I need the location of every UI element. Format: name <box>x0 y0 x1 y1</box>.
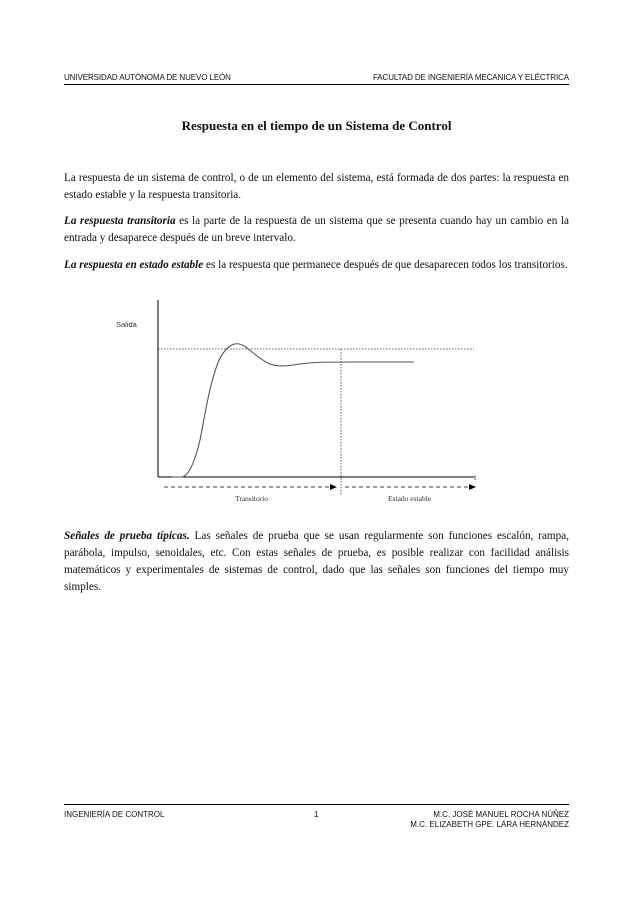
text-test-signals: Las señales de prueba que se usan regularmente son funciones escalón, rampa, parábola, impulso, senoidales, etc. Con estas señales de prueba, es posible realizar con facilidad análisis matemáticos y experimentales de sistemas de control, dado que las señales son funciones del tiempo muy simples. <box>64 530 569 593</box>
footer-author-1: M.C. JOSÉ MANUEL ROCHA NÚÑEZ <box>433 810 569 819</box>
paragraph-test-signals <box>64 528 569 596</box>
text-transient: es la parte de la respuesta de un sistema que se presenta cuando hay un cambio en la entrada y desaparece después de un breve intervalo. <box>64 215 569 244</box>
term-steady: La respuesta en estado estable <box>64 259 204 271</box>
page-title: Respuesta en el tiempo de un Sistema de Control <box>181 118 452 133</box>
paragraph-steady <box>64 257 569 274</box>
x-axis-label: t <box>474 473 477 482</box>
header-rule <box>64 84 569 85</box>
label-steady: Estado estable <box>388 494 432 503</box>
page-header <box>64 73 569 82</box>
step-response-figure <box>64 300 569 515</box>
footer-author-2: M.C. ELIZABETH GPE. LARA HERNÁNDEZ <box>410 820 569 829</box>
footer-authors <box>410 810 569 830</box>
text-steady: es la respuesta que permanece después de que desaparecen todos los transitorios. <box>203 259 568 271</box>
y-axis-label: Salida <box>116 320 137 329</box>
header-university: UNIVERSIDAD AUTÓNOMA DE NUEVO LEÓN <box>64 73 231 82</box>
paragraph-transient <box>64 213 569 247</box>
term-transient: La respuesta transitoria <box>64 215 176 227</box>
label-transient: Transitorio <box>235 494 269 503</box>
header-faculty: FACULTAD DE INGENIERÍA MECANICA Y ELÉCTRICA <box>372 73 569 82</box>
response-curve <box>172 344 414 477</box>
term-test-signals: Señales de prueba típicas. <box>64 530 190 542</box>
footer-rule <box>64 804 569 805</box>
page-number: 1 <box>314 810 319 819</box>
footer-course: INGENIERÍA DE CONTROL <box>64 810 165 819</box>
paragraph-intro: La respuesta de un sistema de control, o de un elemento del sistema, está formada de dos partes: la respuesta en estado estable y la respuesta transitoria. <box>64 172 569 201</box>
